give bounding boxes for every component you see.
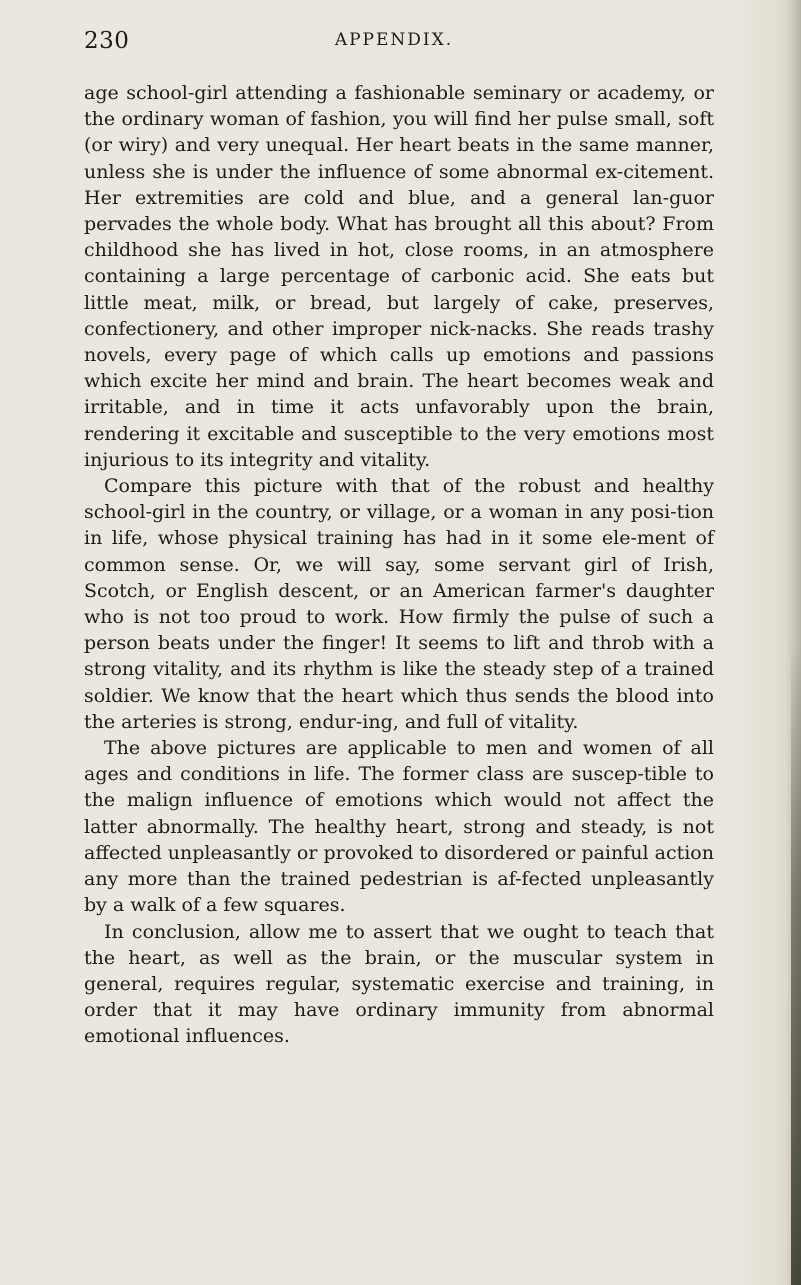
body-text (84, 80, 714, 1050)
page-edge-binding (791, 640, 801, 1285)
paragraph: In conclusion, allow me to assert that we ought to teach that the heart, as well as the brain, or the muscular system in general, requires regular, systematic exercise and training, in order that it may have ordinary immunity from abnormal emotional influences. (84, 920, 714, 1048)
running-head: APPENDIX. (334, 30, 454, 50)
page-number: 230 (84, 28, 130, 54)
paragraph: The above pictures are applicable to men and women of all ages and conditions in life. The former class are suscep-tible to the malign influence of emotions which would not affect the latter abnormally. The healthy heart, strong and steady, is not affected unpleasantly or provoked to disordered or painful action any more than the trained pedestrian is af-fected unpleasantly by a walk of a few squares. (84, 737, 714, 917)
paragraph: Compare this picture with that of the robust and healthy school-girl in the country, or village, or a woman in any posi-tion in life, whose physical training has had in it some ele-ment of common sense. Or, we will say, some servant girl of Irish, Scotch, or English descent, or an American farmer's daughter who is not too proud to work. How firmly the pulse of such a person beats under the finger! It seems to lift and throb with a strong vitality, and its rhythm is like the steady step of a trained soldier. We know that the heart which thus sends the blood into the arteries is strong, endur-ing, and full of vitality. (84, 475, 714, 733)
page-header (84, 28, 704, 56)
paragraph: age school-girl attending a fashionable seminary or academy, or the ordinary woman of fashion, you will find her pulse small, soft (or wiry) and very unequal. Her heart beats in the same manner, unless she is under the influence of some abnormal ex-citement. Her extremities are cold and blue, and a general lan-guor pervades the whole body. What has brought all this about? From childhood she has lived in hot, close rooms, in an atmosphere containing a large percentage of carbonic acid. She eats but little meat, milk, or bread, but largely of cake, preserves, confectionery, and other improper nick-nacks. She reads trashy novels, every page of which calls up emotions and passions which excite her mind and brain. The heart becomes weak and irritable, and in time it acts unfavorably upon the brain, rendering it excitable and susceptible to the very emotions most injurious to its integrity and vitality. (84, 82, 714, 471)
